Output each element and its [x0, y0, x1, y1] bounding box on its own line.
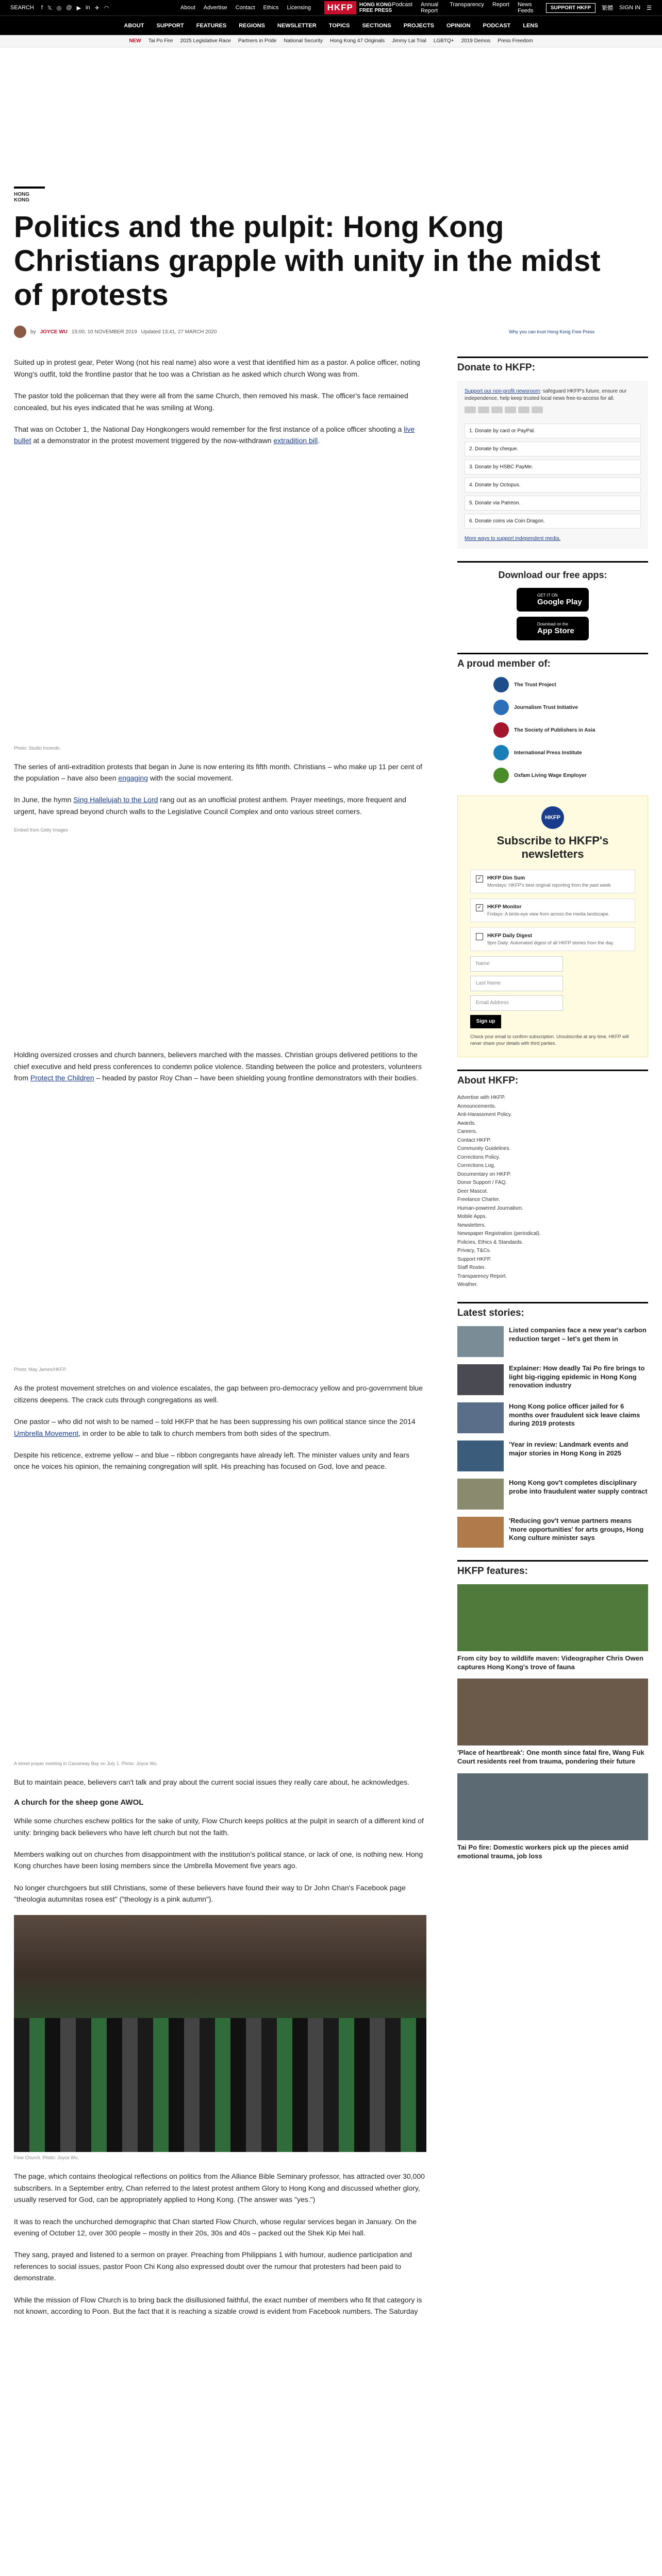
about-link[interactable]: Community Guidelines.	[457, 1146, 511, 1152]
paragraph: The page, which contains theological reflections on politics from the Alliance Bible Seminary professor, has attracted over 30,000 subscribers. In a September entry, Chan referred to the latest protest anthem Glory to Hong Kong and discussed whether glory, usually reserved for God, can be appropriately applied to Hong Kong. (The answer was "yes.")	[14, 2172, 425, 2204]
nav-lens[interactable]: LENS	[523, 22, 538, 29]
story-item[interactable]: 'Reducing gov't venue partners means 'more opportunities' for arts groups, Hong Kong culture minister says	[457, 1517, 648, 1548]
about-link[interactable]: Documentary on HKFP.	[457, 1171, 511, 1177]
about-link[interactable]: Advertise with HKFP.	[457, 1095, 506, 1101]
signup-button[interactable]: Sign up	[470, 1015, 501, 1028]
nav-projects[interactable]: PROJECTS	[403, 22, 434, 29]
content-area	[14, 357, 648, 2576]
nav-about[interactable]: ABOUT	[124, 22, 144, 29]
nav-topics[interactable]: TOPICS	[328, 22, 350, 29]
page-container	[14, 187, 648, 2576]
apps-section	[457, 561, 648, 640]
checkbox[interactable]: ✓	[476, 904, 483, 911]
app-store-button[interactable]: Download on the App Store	[517, 617, 589, 640]
trust-project-logo	[493, 677, 509, 692]
protect-children-link[interactable]: Protect the Children	[30, 1074, 94, 1082]
about-link[interactable]: Corrections Log.	[457, 1163, 495, 1169]
photo-caption: Photo: May James/HKFP.	[14, 1367, 67, 1372]
nav-newsletter[interactable]: NEWSLETTER	[277, 22, 317, 29]
about-list	[457, 1094, 648, 1290]
sign-in-link[interactable]: SIGN IN	[619, 5, 641, 11]
paragraph: One pastor – who did not wish to be named – told HKFP that he has been suppressing his own political stance since the 2014 Umbrella Movement, in order to be able to talk to church members from both sides of the spectrum.	[14, 1417, 416, 1437]
top-links	[180, 5, 324, 11]
card-icon	[518, 406, 529, 413]
article-body	[14, 357, 426, 2327]
paragraph: Holding oversized crosses and church banners, believers marched with the masses. Christian groups delivered petitions to the chief executive and held press conferences to condemn police violence. Standing between the police and protesters, volunteers from Protect the Children – headed by pastor Roy Chan – have been shielding young frontline demonstrators with their bodies.	[14, 1050, 422, 1082]
latest-section	[457, 1302, 648, 1548]
flow-church-photo	[14, 1915, 426, 2152]
story-thumbnail	[457, 1364, 504, 1395]
top-bar	[0, 0, 662, 15]
members-title: A proud member of:	[457, 653, 648, 670]
about-link[interactable]: Freelance Charter.	[457, 1197, 500, 1203]
newsletter-option[interactable]: ✓ HKFP Monitor Fridays: A birds-eye view from across the media landscape.	[470, 899, 635, 922]
story-item[interactable]: Explainer: How deadly Tai Po fire brings to light big-rigging epidemic in Hong Kong renovation industry	[457, 1364, 648, 1395]
about-link[interactable]: Corrections Policy.	[457, 1154, 500, 1160]
card-icon	[478, 406, 489, 413]
trending-link[interactable]: Press Freedom	[498, 38, 533, 44]
donate-title: Donate to HKFP:	[457, 357, 648, 374]
nav-sections[interactable]: SECTIONS	[362, 22, 391, 29]
logo-mark: HKFP	[324, 1, 356, 14]
feature-image[interactable]	[457, 1584, 648, 1651]
more-ways-link[interactable]: More ways to support independent media.	[465, 536, 561, 542]
live-bullet-link[interactable]: live bullet	[14, 425, 415, 445]
donate-option[interactable]: 3. Donate by HSBC PayMe.	[465, 460, 641, 474]
email-field[interactable]: Email Address	[470, 995, 563, 1011]
trending-new-badge: NEW	[129, 38, 141, 44]
avatar	[14, 326, 26, 338]
newsletter-option[interactable]: HKFP Daily Digest 9pm Daily: Automated digest of all HKFP stories from the day.	[470, 927, 635, 951]
donate-option[interactable]: 2. Donate by cheque.	[465, 442, 641, 456]
about-link[interactable]: Donor Support / FAQ.	[457, 1180, 507, 1186]
newsletter-option[interactable]: ✓ HKFP Dim Sum Mondays: HKFP's best original reporting from the past week.	[470, 870, 635, 893]
top-link-podcast[interactable]: Podcast	[392, 2, 412, 8]
top-link-annual-report[interactable]: Annual Report	[420, 2, 439, 14]
story-thumbnail	[457, 1326, 504, 1357]
site-logo[interactable]	[324, 1, 392, 14]
jti-logo	[493, 700, 509, 715]
last-name-field[interactable]: Last Name	[470, 976, 563, 991]
member-trust-project[interactable]: The Trust Project	[457, 677, 648, 692]
extradition-bill-link[interactable]: extradition bill	[273, 436, 318, 445]
about-link[interactable]: Staff Roster.	[457, 1265, 486, 1271]
feature-headline[interactable]: From city boy to wildlife maven: Videographer Chris Owen captures Hong Kong's trove of fauna	[457, 1654, 643, 1671]
logo-text: HONG KONG FREE PRESS	[359, 2, 392, 13]
oxfam-logo	[493, 768, 509, 783]
hymn-link[interactable]: Sing Hallelujah to the Lord	[73, 795, 158, 804]
top-links-right	[392, 2, 546, 14]
about-title: About HKFP:	[457, 1070, 648, 1087]
search-button[interactable]: SEARCH	[10, 5, 34, 11]
newsletter-note: Check your email to confirm subscription. Unsubscribe at any time. HKFP will never share your details with third parties.	[470, 1033, 629, 1046]
card-icon	[491, 406, 503, 413]
crowd-image	[14, 2018, 426, 2152]
member-ipi[interactable]: International Press Institute	[457, 745, 648, 760]
donate-blurb: Support our non-profit newsroom: safeguard HKFP's future, ensure our independence, help keep trusted local news free-to-access for all.	[465, 388, 627, 402]
photo-placeholder	[14, 1483, 426, 1761]
paragraph: The series of anti-extradition protests that began in June is now entering its fifth month. Christians – who make up 11 per cent of the population – have also been engaging with the social movement.	[14, 762, 422, 783]
trending-link[interactable]: 2019 Demos	[461, 38, 491, 44]
about-link[interactable]: Careers.	[457, 1129, 477, 1135]
getty-embed-note: Embed from Getty Images	[14, 827, 69, 833]
story-thumbnail	[457, 1517, 504, 1548]
paragraph: Members walking out on churches from disappointment with the institution's political stance, or lack of one, is nothing new. Hong Kong churches have been losing members since the Umbrella Movement five years ago.	[14, 1850, 423, 1870]
story-item[interactable]: Hong Kong police officer jailed for 6 months over fraudulent sick leave claims during 2019 protests	[457, 1402, 648, 1433]
features-section	[457, 1560, 648, 1861]
about-section	[457, 1070, 648, 1290]
feature-headline[interactable]: 'Place of heartbreak': One month since fatal fire, Wang Fuk Court residents reel from trauma, pondering their future	[457, 1749, 644, 1766]
story-item[interactable]: 'Year in review: Landmark events and major stories in Hong Kong in 2025	[457, 1440, 648, 1471]
about-link[interactable]: Newsletters.	[457, 1222, 486, 1228]
paragraph: As the protest movement stretches on and violence escalates, the gap between pro-democracy yellow and pro-government blue citizens deepens. The crack cuts through congregations as well.	[14, 1384, 423, 1404]
name-field[interactable]: Name	[470, 956, 563, 972]
paragraph: Suited up in protest gear, Peter Wong (not his real name) also wore a vest that identified him as a pastor. A police officer, noting Wong's outfit, told the frontline pastor that he too was a Christian as he asked which church Wong was from.	[14, 358, 420, 378]
facebook-icon[interactable]: f	[41, 4, 43, 11]
newsletter-logo: HKFP	[541, 806, 564, 829]
paragraph: They sang, prayed and listened to a sermon on prayer. Preaching from Philippians 1 with humour, audience participation and references to social issues, pastor Poon Chi Kong also expressed doubt over the rumour that protesters had been paid to demonstrate.	[14, 2250, 412, 2282]
photo-caption: Photo: Studio Incendo.	[14, 745, 61, 751]
instagram-icon[interactable]: ◎	[56, 5, 62, 11]
language-toggle[interactable]: 繁體	[602, 5, 614, 11]
page-title: Politics and the pulpit: Hong Kong Christians grapple with unity in the midst of protests	[14, 210, 601, 312]
feature-headline[interactable]: Tai Po fire: Domestic workers pick up the pieces amid emotional trauma, job loss	[457, 1843, 629, 1860]
sopa-logo	[493, 722, 509, 738]
about-link[interactable]: Announcements.	[457, 1103, 496, 1109]
trending-link[interactable]: Tai Po Fire	[148, 38, 173, 44]
trending-link[interactable]: LGBTQ+	[433, 38, 454, 44]
trending-link[interactable]: Hong Kong 47 Originals	[329, 38, 385, 44]
main-nav	[0, 15, 662, 35]
latest-title: Latest stories:	[457, 1302, 648, 1319]
top-link-contact[interactable]: Contact	[235, 5, 255, 11]
linkedin-icon[interactable]: in	[86, 4, 90, 11]
paragraph: But to maintain peace, believers can't talk and pray about the current social issues they really care about, he acknowledges.	[14, 1777, 409, 1786]
paragraph: It was to reach the unchurched demographic that Chan started Flow Church, whose regular services began in January. On the evening of October 12, over 300 people – mostly in their 20s, 30s and 40s – packed out the Shek Kip Mei hall.	[14, 2217, 417, 2238]
story-item[interactable]: Hong Kong gov't completes disciplinary probe into fraudulent water supply contract	[457, 1479, 648, 1510]
card-icon	[532, 406, 543, 413]
about-link[interactable]: Awards.	[457, 1120, 476, 1126]
about-link[interactable]: Anti-Harassment Policy.	[457, 1112, 512, 1118]
ipi-logo	[493, 745, 509, 760]
umbrella-movement-link[interactable]: Umbrella Movement	[14, 1429, 79, 1437]
menu-icon[interactable]: ☰	[647, 5, 652, 11]
byline	[14, 326, 648, 338]
nav-opinion[interactable]: OPINION	[446, 22, 471, 29]
members-section	[457, 653, 648, 783]
about-link[interactable]: Privacy, T&Cs.	[457, 1248, 491, 1254]
about-link[interactable]: Policies, Ethics & Standards.	[457, 1239, 523, 1245]
nav-regions[interactable]: REGIONS	[239, 22, 265, 29]
about-link[interactable]: Transparency Report.	[457, 1273, 507, 1279]
nav-podcast[interactable]: PODCAST	[483, 22, 511, 29]
updated-date: Updated 13:41, 27 MARCH 2020	[141, 329, 217, 335]
trust-link[interactable]: Why you can trust Hong Kong Free Press	[509, 329, 595, 335]
rss-icon[interactable]: ◠	[104, 5, 109, 11]
card-icon	[505, 406, 516, 413]
features-title: HKFP features:	[457, 1560, 648, 1577]
paragraph: While some churches eschew politics for the sake of unity, Flow Church keeps politics at the pulpit in search of a different kind of unity: bringing back believers who have left church but not the faith.	[14, 1817, 424, 1837]
member-sopa[interactable]: The Society of Publishers in Asia	[457, 722, 648, 738]
section-heading: A church for the sheep gone AWOL	[14, 1798, 144, 1807]
x-icon[interactable]: 𝕏	[47, 5, 52, 11]
donate-box	[457, 381, 648, 549]
story-thumbnail	[457, 1479, 504, 1510]
checkbox[interactable]	[476, 933, 483, 940]
story-thumbnail	[457, 1440, 504, 1471]
trending-link[interactable]: Jimmy Lai Trial	[392, 38, 426, 44]
photo-placeholder	[14, 1094, 426, 1367]
story-item[interactable]: Listed companies face a new year's carbon reduction target – let's get them in	[457, 1326, 648, 1357]
top-right	[546, 3, 652, 13]
photo-placeholder	[14, 457, 426, 745]
donate-option[interactable]: 6. Donate coins via Coin Dragon.	[465, 514, 641, 529]
trending-link[interactable]: National Security	[284, 38, 323, 44]
apps-title: Download our free apps:	[498, 570, 607, 581]
nav-support[interactable]: SUPPORT	[156, 22, 184, 29]
top-link-about[interactable]: About	[180, 5, 195, 11]
top-link-ethics[interactable]: Ethics	[263, 5, 279, 11]
trending-bar	[0, 35, 662, 47]
paragraph: While the mission of Flow Church is to bring back the disillusioned faithful, the exact number of members who fit that category is not known, according to Poon. But the fact that it is reaching a sizable crowd is evident from Facebook numbers. The Saturday	[14, 2295, 422, 2315]
about-link[interactable]: Mobile Apps.	[457, 1214, 487, 1220]
social-icons	[41, 5, 109, 11]
donate-option[interactable]: 4. Donate by Octopus.	[465, 478, 641, 493]
about-link[interactable]: Newspaper Registration (periodical).	[457, 1231, 541, 1237]
photo-caption: Flow Church. Photo: Joyce Wu.	[14, 2155, 79, 2161]
top-link-news-feeds[interactable]: News Feeds	[517, 2, 534, 14]
trending-link[interactable]: Partners in Pride	[238, 38, 277, 44]
feature-image[interactable]	[457, 1679, 648, 1745]
payment-cards	[465, 406, 641, 413]
member-oxfam[interactable]: Oxfam Living Wage Employer	[457, 768, 648, 783]
support-button[interactable]: SUPPORT HKFP	[546, 3, 595, 13]
telegram-icon[interactable]: ✈	[94, 5, 100, 11]
member-jti[interactable]: Journalism Trust Initiative	[457, 700, 648, 715]
youtube-icon[interactable]: ▶	[76, 5, 81, 11]
newsletter-box	[457, 795, 648, 1057]
story-thumbnail	[457, 1402, 504, 1433]
getty-embed	[14, 843, 426, 1049]
about-link[interactable]: Contact HKFP.	[457, 1137, 491, 1143]
byline-by: by	[30, 329, 36, 335]
newsletter-title: Subscribe to HKFP's newsletters	[496, 834, 609, 860]
donate-link[interactable]: Support our non-profit newsroom	[465, 388, 540, 395]
top-link-report[interactable]: Report	[492, 2, 509, 8]
donate-option[interactable]: 1. Donate by card or PayPal.	[465, 423, 641, 438]
card-icon	[465, 406, 476, 413]
about-link[interactable]: Support HKFP.	[457, 1256, 491, 1262]
about-link[interactable]: Weather.	[457, 1282, 478, 1288]
engaging-link[interactable]: engaging	[118, 774, 148, 783]
nav-features[interactable]: FEATURES	[196, 22, 227, 29]
paragraph: That was on October 1, the National Day Hongkongers would remember for the first instance of a police officer shooting a live bullet at a demonstrator in the protest movement triggered by the now-withdrawn extradition bill.	[14, 425, 415, 445]
google-play-button[interactable]: GET IT ON Google Play	[517, 588, 589, 612]
paragraph: Despite his reticence, extreme yellow – and blue – ribbon congregants have already left. The minister values unity and fears once he voices his opinion, the remaining congregation will split. His preaching has focused on God, love and peace.	[14, 1450, 410, 1471]
threads-icon[interactable]: @	[66, 4, 72, 11]
trending-link[interactable]: 2025 Legislative Race	[180, 38, 231, 44]
feature-image[interactable]	[457, 1773, 648, 1840]
checkbox[interactable]: ✓	[476, 875, 483, 883]
photo-caption: A street prayer meeting in Causeway Bay on July 1. Photo: Joyce Wu.	[14, 1760, 158, 1766]
top-left	[10, 5, 180, 11]
paragraph: The pastor told the policeman that they were all from the same Church, then removed his mask. The officer's face remained concealed, but his eyes indicated that he was smiling at Wong.	[14, 392, 408, 412]
top-link-transparency[interactable]: Transparency	[450, 2, 484, 8]
paragraph: No longer churchgoers but still Christians, some of these believers have found their way to Dr John Chan's Facebook page "theologia autumnitas rosea est" ("theology is a pink autumn").	[14, 1883, 406, 1904]
top-link-advertise[interactable]: Advertise	[203, 5, 227, 11]
author-link[interactable]: JOYCE WU	[40, 329, 68, 335]
article-kicker[interactable]: HONG KONG	[14, 187, 45, 203]
sidebar	[457, 357, 648, 1873]
publish-date: 15:00, 10 NOVEMBER 2019	[71, 329, 137, 335]
top-link-licensing[interactable]: Licensing	[287, 5, 311, 11]
donate-option[interactable]: 5. Donate via Patreon.	[465, 496, 641, 511]
paragraph: In June, the hymn Sing Hallelujah to the Lord rang out as an unofficial protest anthem. Prayer meetings, more frequent and urgent, have spread beyond church walls to the Legislative Council Complex and onto various street corners.	[14, 795, 406, 816]
about-link[interactable]: Human-powered Journalism.	[457, 1205, 523, 1211]
about-link[interactable]: Deer Mascot.	[457, 1188, 488, 1194]
donate-section	[457, 357, 648, 549]
